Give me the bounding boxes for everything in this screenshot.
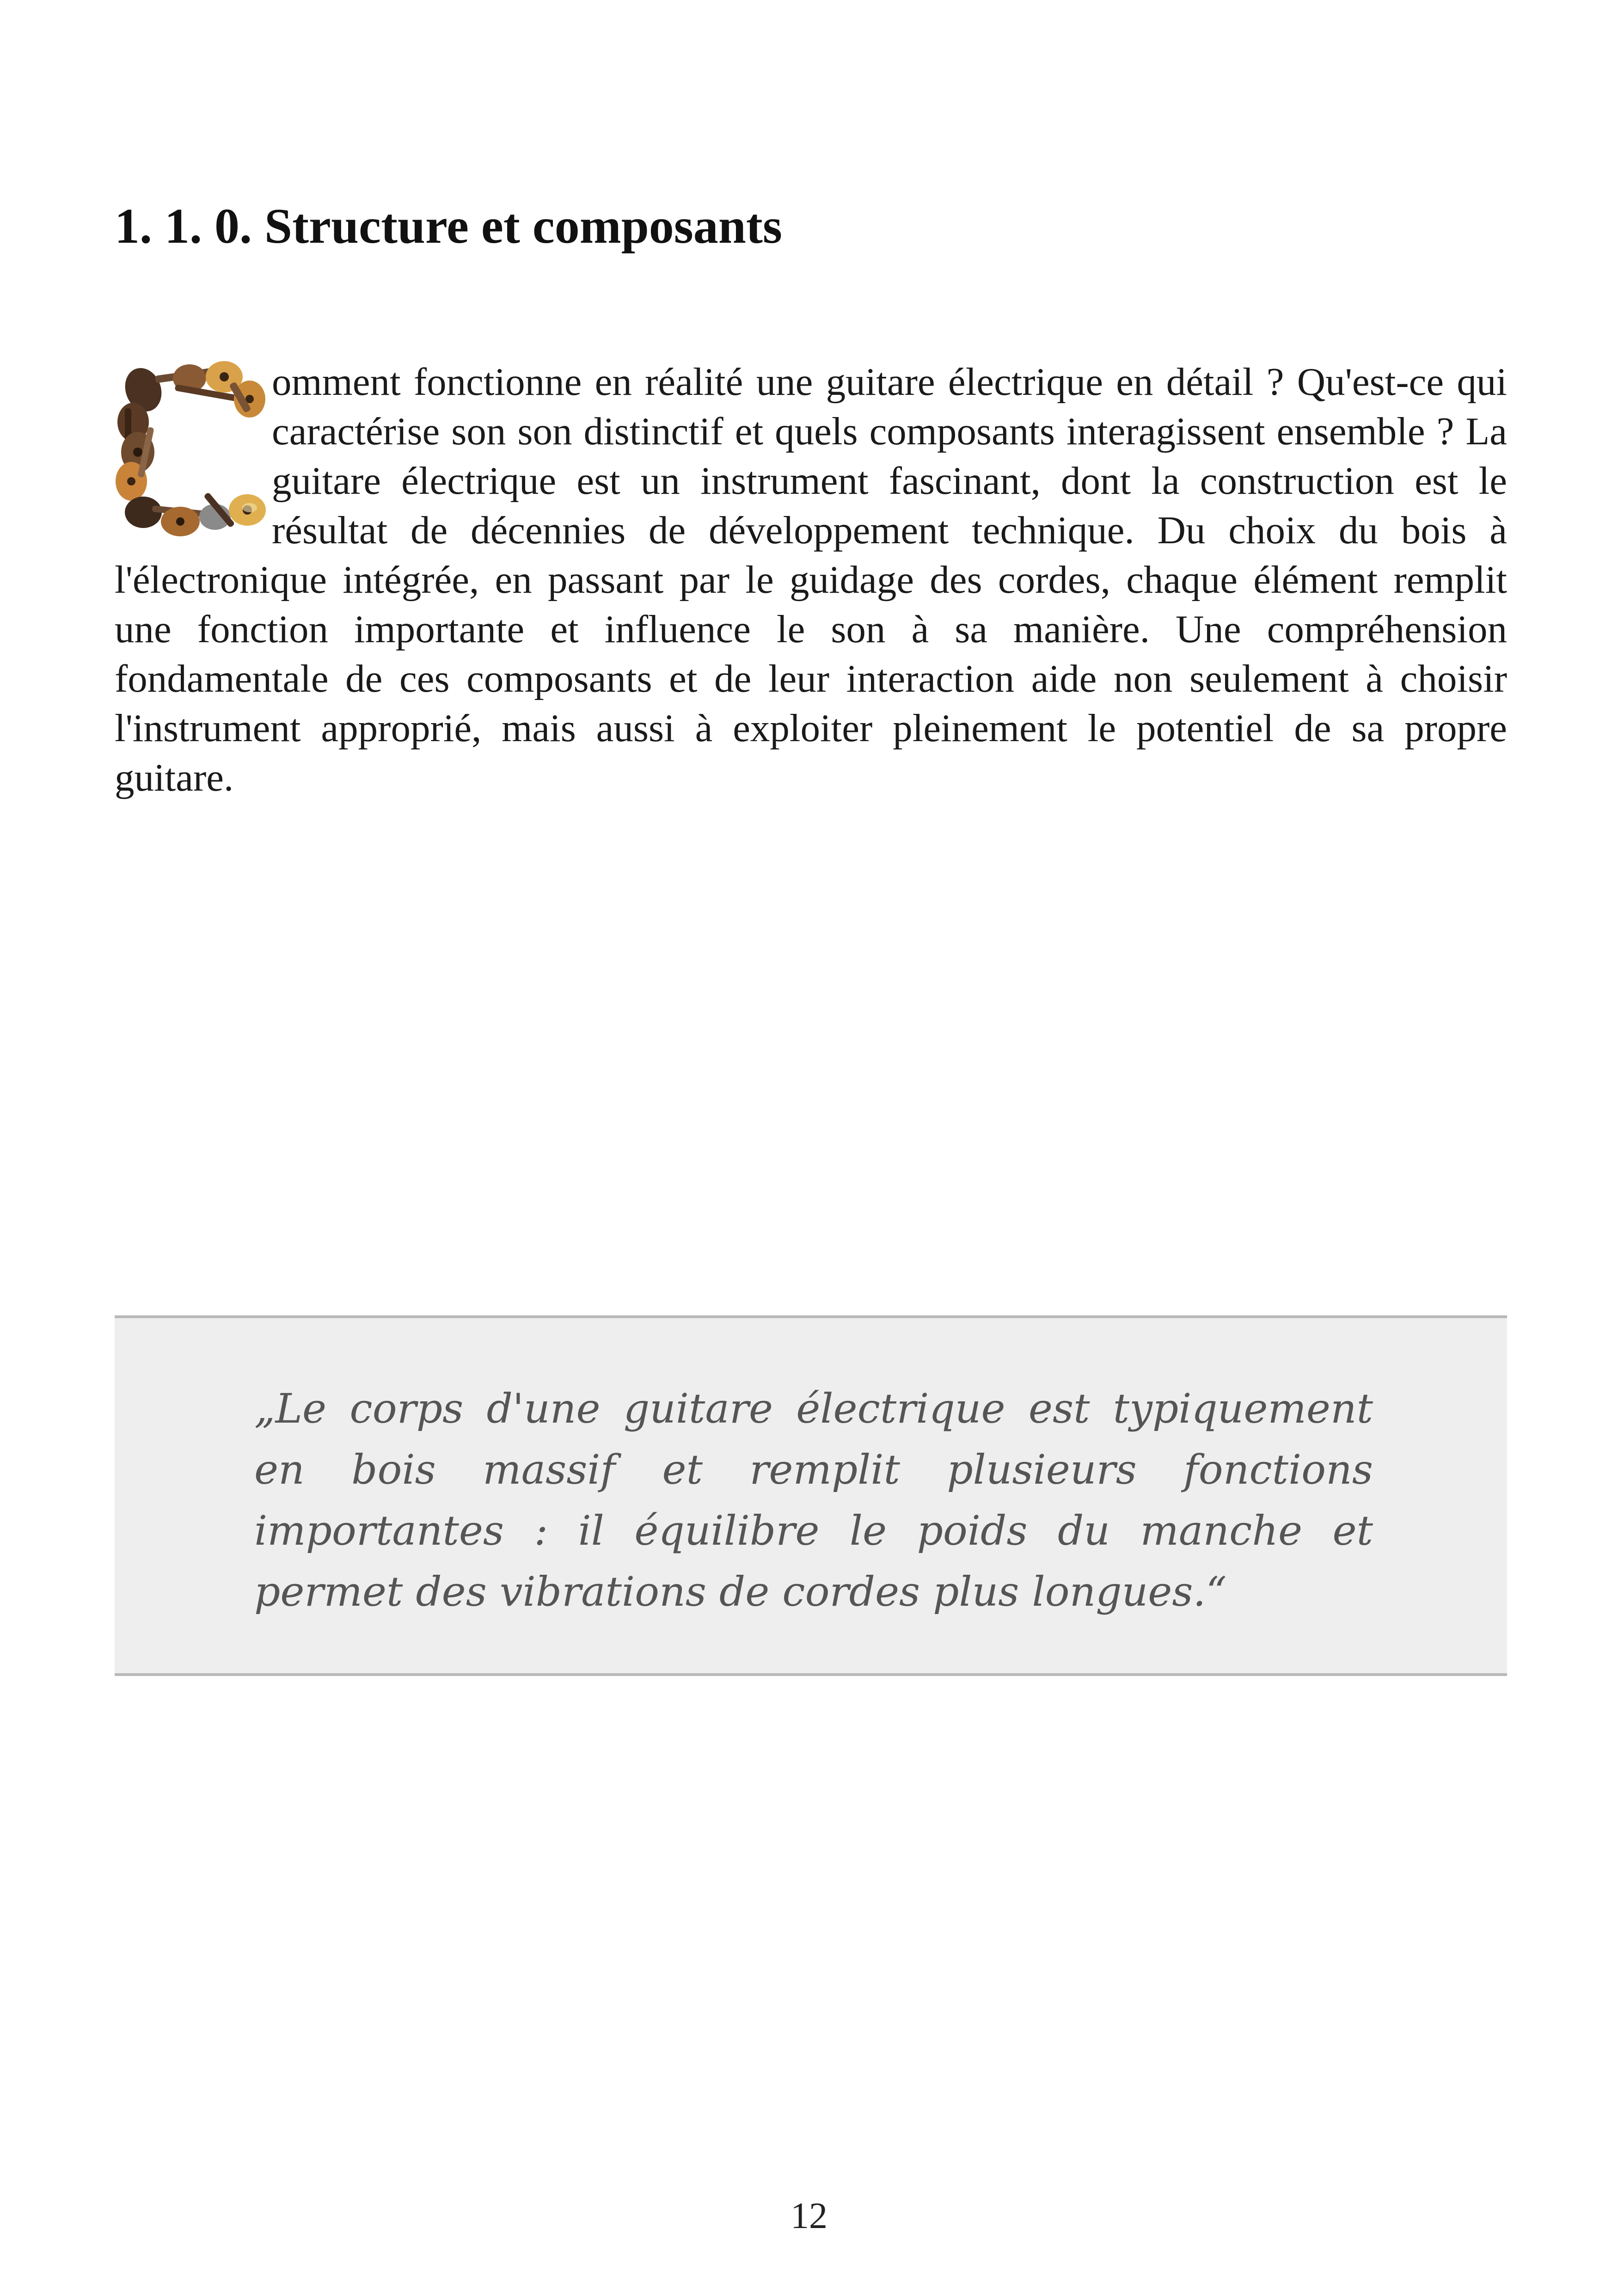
page-number: 12	[791, 2196, 827, 2236]
section-heading: 1. 1. 0. Structure et composants	[115, 199, 782, 254]
intro-text: omment fonctionne en réalité une guitare électrique en détail ? Qu'est-ce qui caractérise son son distinctif et quels composants interagissent ensemble ? La guitare électrique est un instrument fascinant, dont la construction est le résultat de décennies de développement technique. Du choix du bois à l'électronique intégrée, en passant par le guidage des cordes, chaque élément remplit une fonction importante et influence le son à sa manière. Une compréhension fondamentale de ces composants et de leur interaction aide non seulement à choisir l'instrument approprié, mais aussi à exploiter pleinement le potentiel de sa propre guitare.	[115, 360, 1507, 799]
pull-quote-box	[115, 1315, 1507, 1676]
guitar-dropcap-icon	[111, 357, 272, 540]
intro-paragraph	[115, 357, 1507, 803]
pull-quote-text: „Le corps d'une guitare électrique est typiquement en bois massif et remplit plusieurs fonctions importantes : il équilibre le poids du manche et permet des vibrations de cordes plus longues.“	[254, 1385, 1373, 1615]
